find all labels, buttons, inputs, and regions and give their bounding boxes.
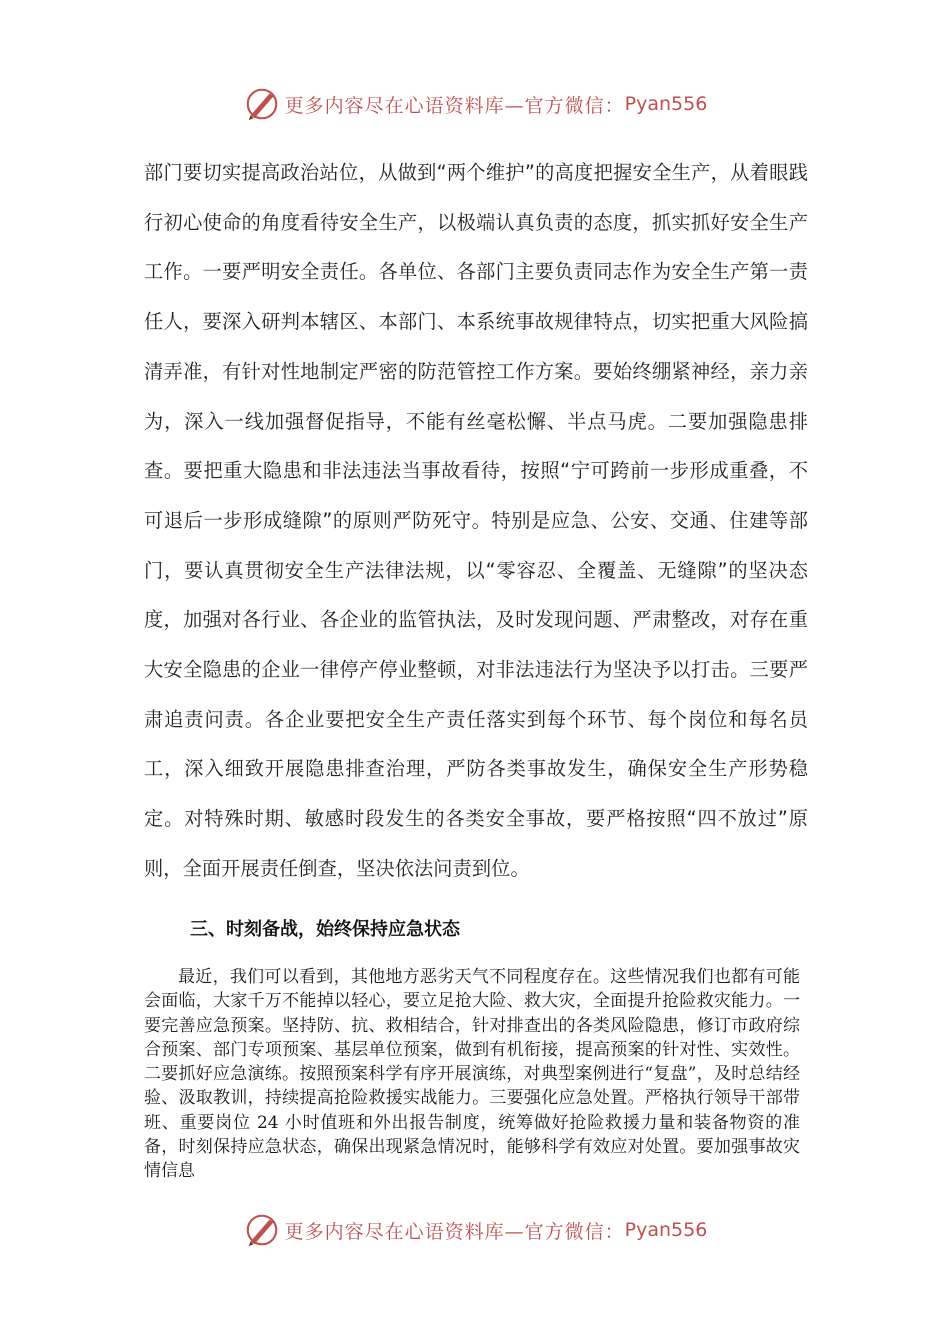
pen-circle-logo-icon [243, 85, 281, 123]
footer-watermark-banner [0, 1210, 950, 1250]
banner-wechat-id: Pyan556 [624, 93, 708, 115]
banner-text: 更多内容尽在心语资料库—官方微信： [284, 1220, 625, 1243]
header-watermark-banner [0, 84, 950, 124]
body-paragraph-1: 部门要切实提高政治站位，从做到“两个维护”的高度把握安全生产，从着眼践行初心使命的角度看待安全生产，以极端认真负责的态度，抓实抓好安全生产工作。一要严明安全责任。各单位、各部门主要负责同志作为安全生产第一责任人，要深入研判本辖区、本部门、本系统事故规律特点，切实把重大风险搞清弄准，有针对性地制定严密的防范管控工作方案。要始终绷紧神经，亲力亲为，深入一线加强督促指导，不能有丝毫松懈、半点马虎。二要加强隐患排查。要把重大隐患和非法违法当事故看待，按照“宁可跨前一步形成重叠，不可退后一步形成缝隙”的原则严防死守。特别是应急、公安、交通、住建等部门，要认真贯彻安全生产法律法规，以“零容忍、全覆盖、无缝隙”的坚决态度，加强对各行业、各企业的监管执法，及时发现问题、严肃整改，对存在重大安全隐患的企业一律停产停业整顿，对非法违法行为坚决予以打击。三要严肃追责问责。各企业要把安全生产责任落实到每个环节、每个岗位和每名员工，深入细致开展隐患排查治理，严防各类事故发生，确保安全生产形势稳定。对特殊时期、敏感时段发生的各类安全事故，要严格按照“四不放过”原则，全面开展责任倒查，坚决依法问责到位。 [144, 161, 808, 880]
section-heading-3: 三、时刻备战，始终保持应急状态 [190, 919, 460, 940]
banner-text: 更多内容尽在心语资料库—官方微信： [284, 94, 625, 117]
body-paragraph-2: 最近，我们可以看到，其他地方恶劣天气不同程度存在。这些情况我们也都有可能会面临，大家千万不能掉以轻心，要立足抢大险、救大灾，全面提升抢险救灾能力。一要完善应急预案。坚持防、抗、救相结合，针对排查出的各类风险隐患，修订市政府综合预案、部门专项预案、基层单位预案，做到有机衔接，提高预案的针对性、实效性。二要抓好应急演练。按照预案科学有序开展演练，对典型案例进行“复盘”，及时总结经验、汲取教训，持续提高抢险救援实战能力。三要强化应急处置。严格执行领导干部带班、重要岗位 24 小时值班和外出报告制度，统筹做好抢险救援力量和装备物资的准备，时刻保持应急状态，确保出现紧急情况时，能够科学有效应对处置。要加强事故灾情信息 [144, 967, 800, 1182]
pen-circle-logo-icon [243, 1211, 281, 1249]
banner-wechat-id: Pyan556 [624, 1219, 708, 1241]
